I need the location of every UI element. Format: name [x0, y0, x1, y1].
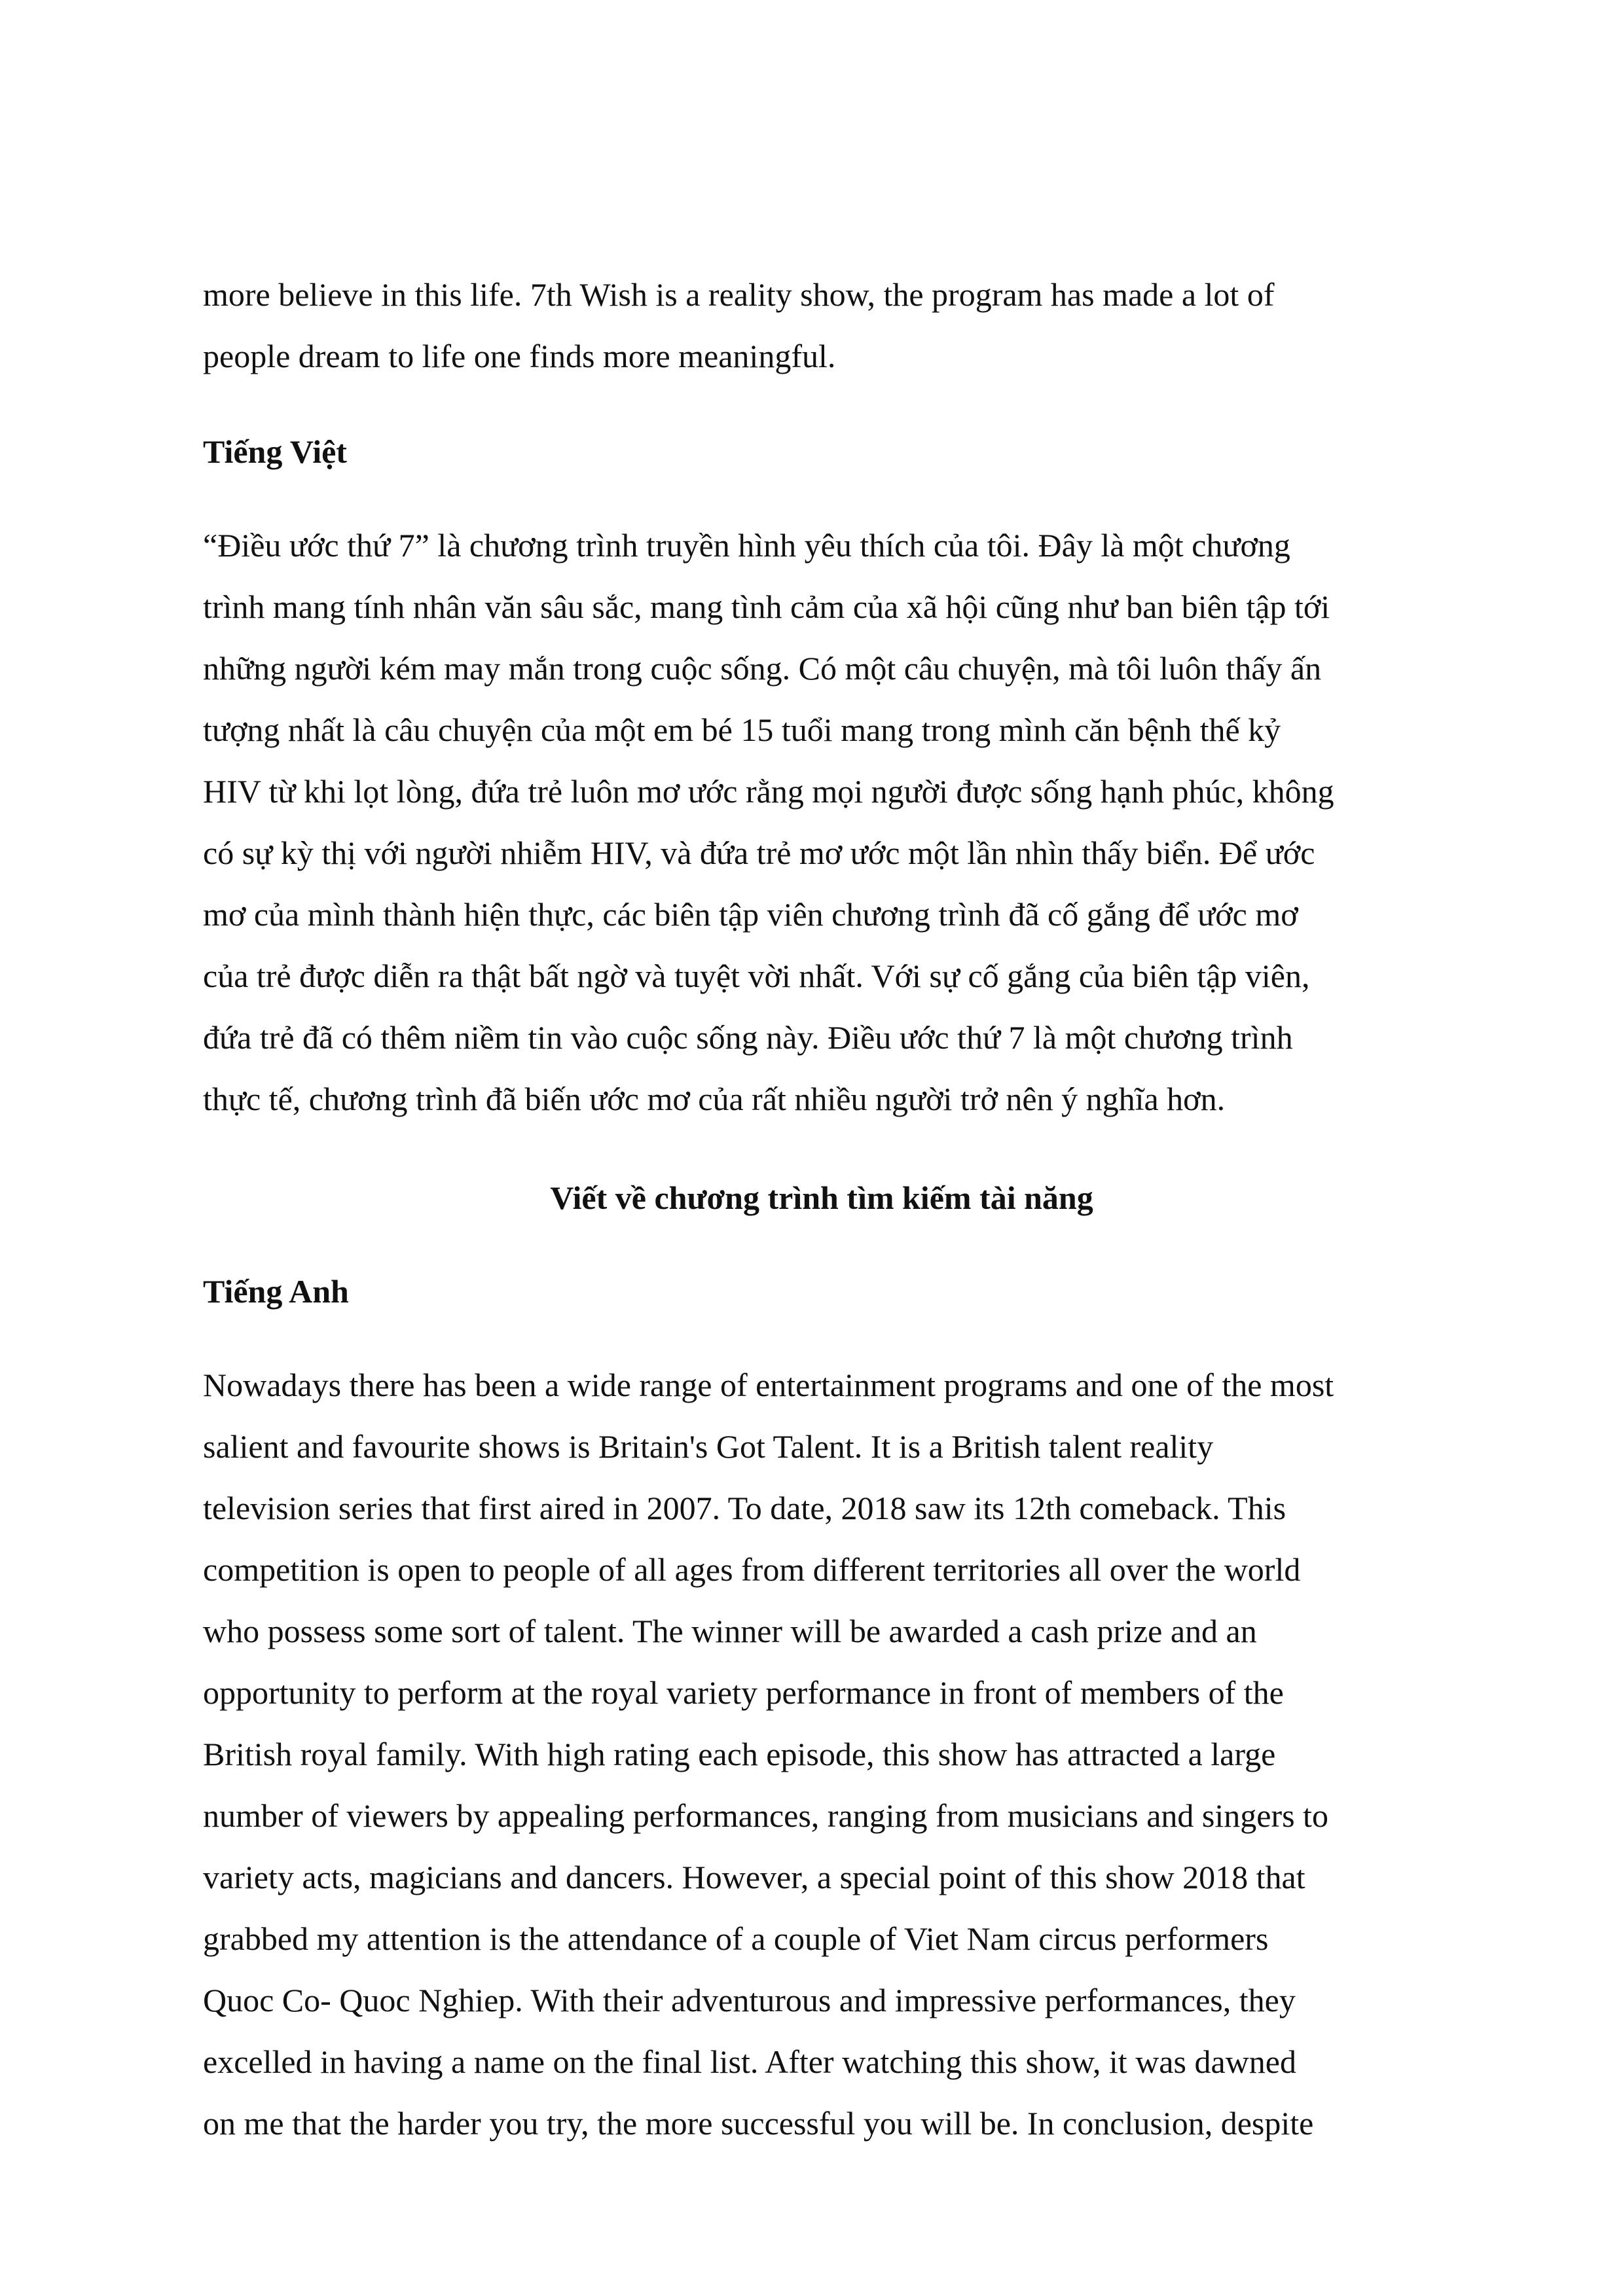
paragraph-line: của trẻ được diễn ra thật bất ngờ và tuyệt vời nhất. Với sự cố gắng của biên tập viên, — [203, 958, 1310, 994]
paragraph-line: number of viewers by appealing performances, ranging from musicians and singers to — [203, 1797, 1328, 1834]
paragraph-line: trình mang tính nhân văn sâu sắc, mang tình cảm của xã hội cũng như ban biên tập tới — [203, 588, 1330, 625]
paragraph-line: Quoc Co- Quoc Nghiep. With their adventurous and impressive performances, they — [203, 1982, 1296, 2018]
paragraph-line: salient and favourite shows is Britain's Got Talent. It is a British talent reality — [203, 1428, 1214, 1465]
paragraph-line: more believe in this life. 7th Wish is a reality show, the program has made a lot of — [203, 276, 1275, 313]
section-title: Viết về chương trình tìm kiếm tài năng — [550, 1179, 1093, 1216]
paragraph-line: competition is open to people of all ages from different territories all over the world — [203, 1551, 1301, 1588]
paragraph-line: British royal family. With high rating each episode, this show has attracted a large — [203, 1736, 1276, 1772]
section-heading-vietnamese: Tiếng Việt — [203, 433, 347, 470]
paragraph-line: television series that first aired in 2007. To date, 2018 saw its 12th comeback. This — [203, 1490, 1286, 1526]
paragraph-line: on me that the harder you try, the more successful you will be. In conclusion, despite — [203, 2105, 1314, 2142]
paragraph-line: grabbed my attention is the attendance of a couple of Viet Nam circus performers — [203, 1920, 1269, 1957]
paragraph-line: đứa trẻ đã có thêm niềm tin vào cuộc sống này. Điều ước thứ 7 là một chương trình — [203, 1019, 1293, 1056]
paragraph-line: mơ của mình thành hiện thực, các biên tập viên chương trình đã cố gắng để ước mơ — [203, 896, 1298, 933]
paragraph-line: excelled in having a name on the final list. After watching this show, it was dawned — [203, 2043, 1296, 2080]
paragraph-line: opportunity to perform at the royal variety performance in front of members of the — [203, 1674, 1284, 1711]
paragraph-line: who possess some sort of talent. The winner will be awarded a cash prize and an — [203, 1613, 1257, 1649]
paragraph-line: Nowadays there has been a wide range of entertainment programs and one of the most — [203, 1367, 1334, 1403]
paragraph-line: HIV từ khi lọt lòng, đứa trẻ luôn mơ ước rằng mọi người được sống hạnh phúc, không — [203, 773, 1334, 810]
paragraph-line: thực tế, chương trình đã biến ước mơ của rất nhiều người trở nên ý nghĩa hơn. — [203, 1081, 1226, 1117]
paragraph-line: “Điều ước thứ 7” là chương trình truyền hình yêu thích của tôi. Đây là một chương — [203, 527, 1290, 564]
paragraph-line: people dream to life one finds more meaningful. — [203, 338, 836, 374]
section-heading-english: Tiếng Anh — [203, 1273, 349, 1310]
paragraph-line: tượng nhất là câu chuyện của một em bé 15 tuổi mang trong mình căn bệnh thế kỷ — [203, 711, 1281, 748]
paragraph-line: có sự kỳ thị với người nhiễm HIV, và đứa trẻ mơ ước một lần nhìn thấy biển. Để ước — [203, 834, 1315, 871]
paragraph-line: những người kém may mắn trong cuộc sống. Có một câu chuyện, mà tôi luôn thấy ấn — [203, 650, 1322, 687]
paragraph-line: variety acts, magicians and dancers. However, a special point of this show 2018 that — [203, 1859, 1305, 1895]
